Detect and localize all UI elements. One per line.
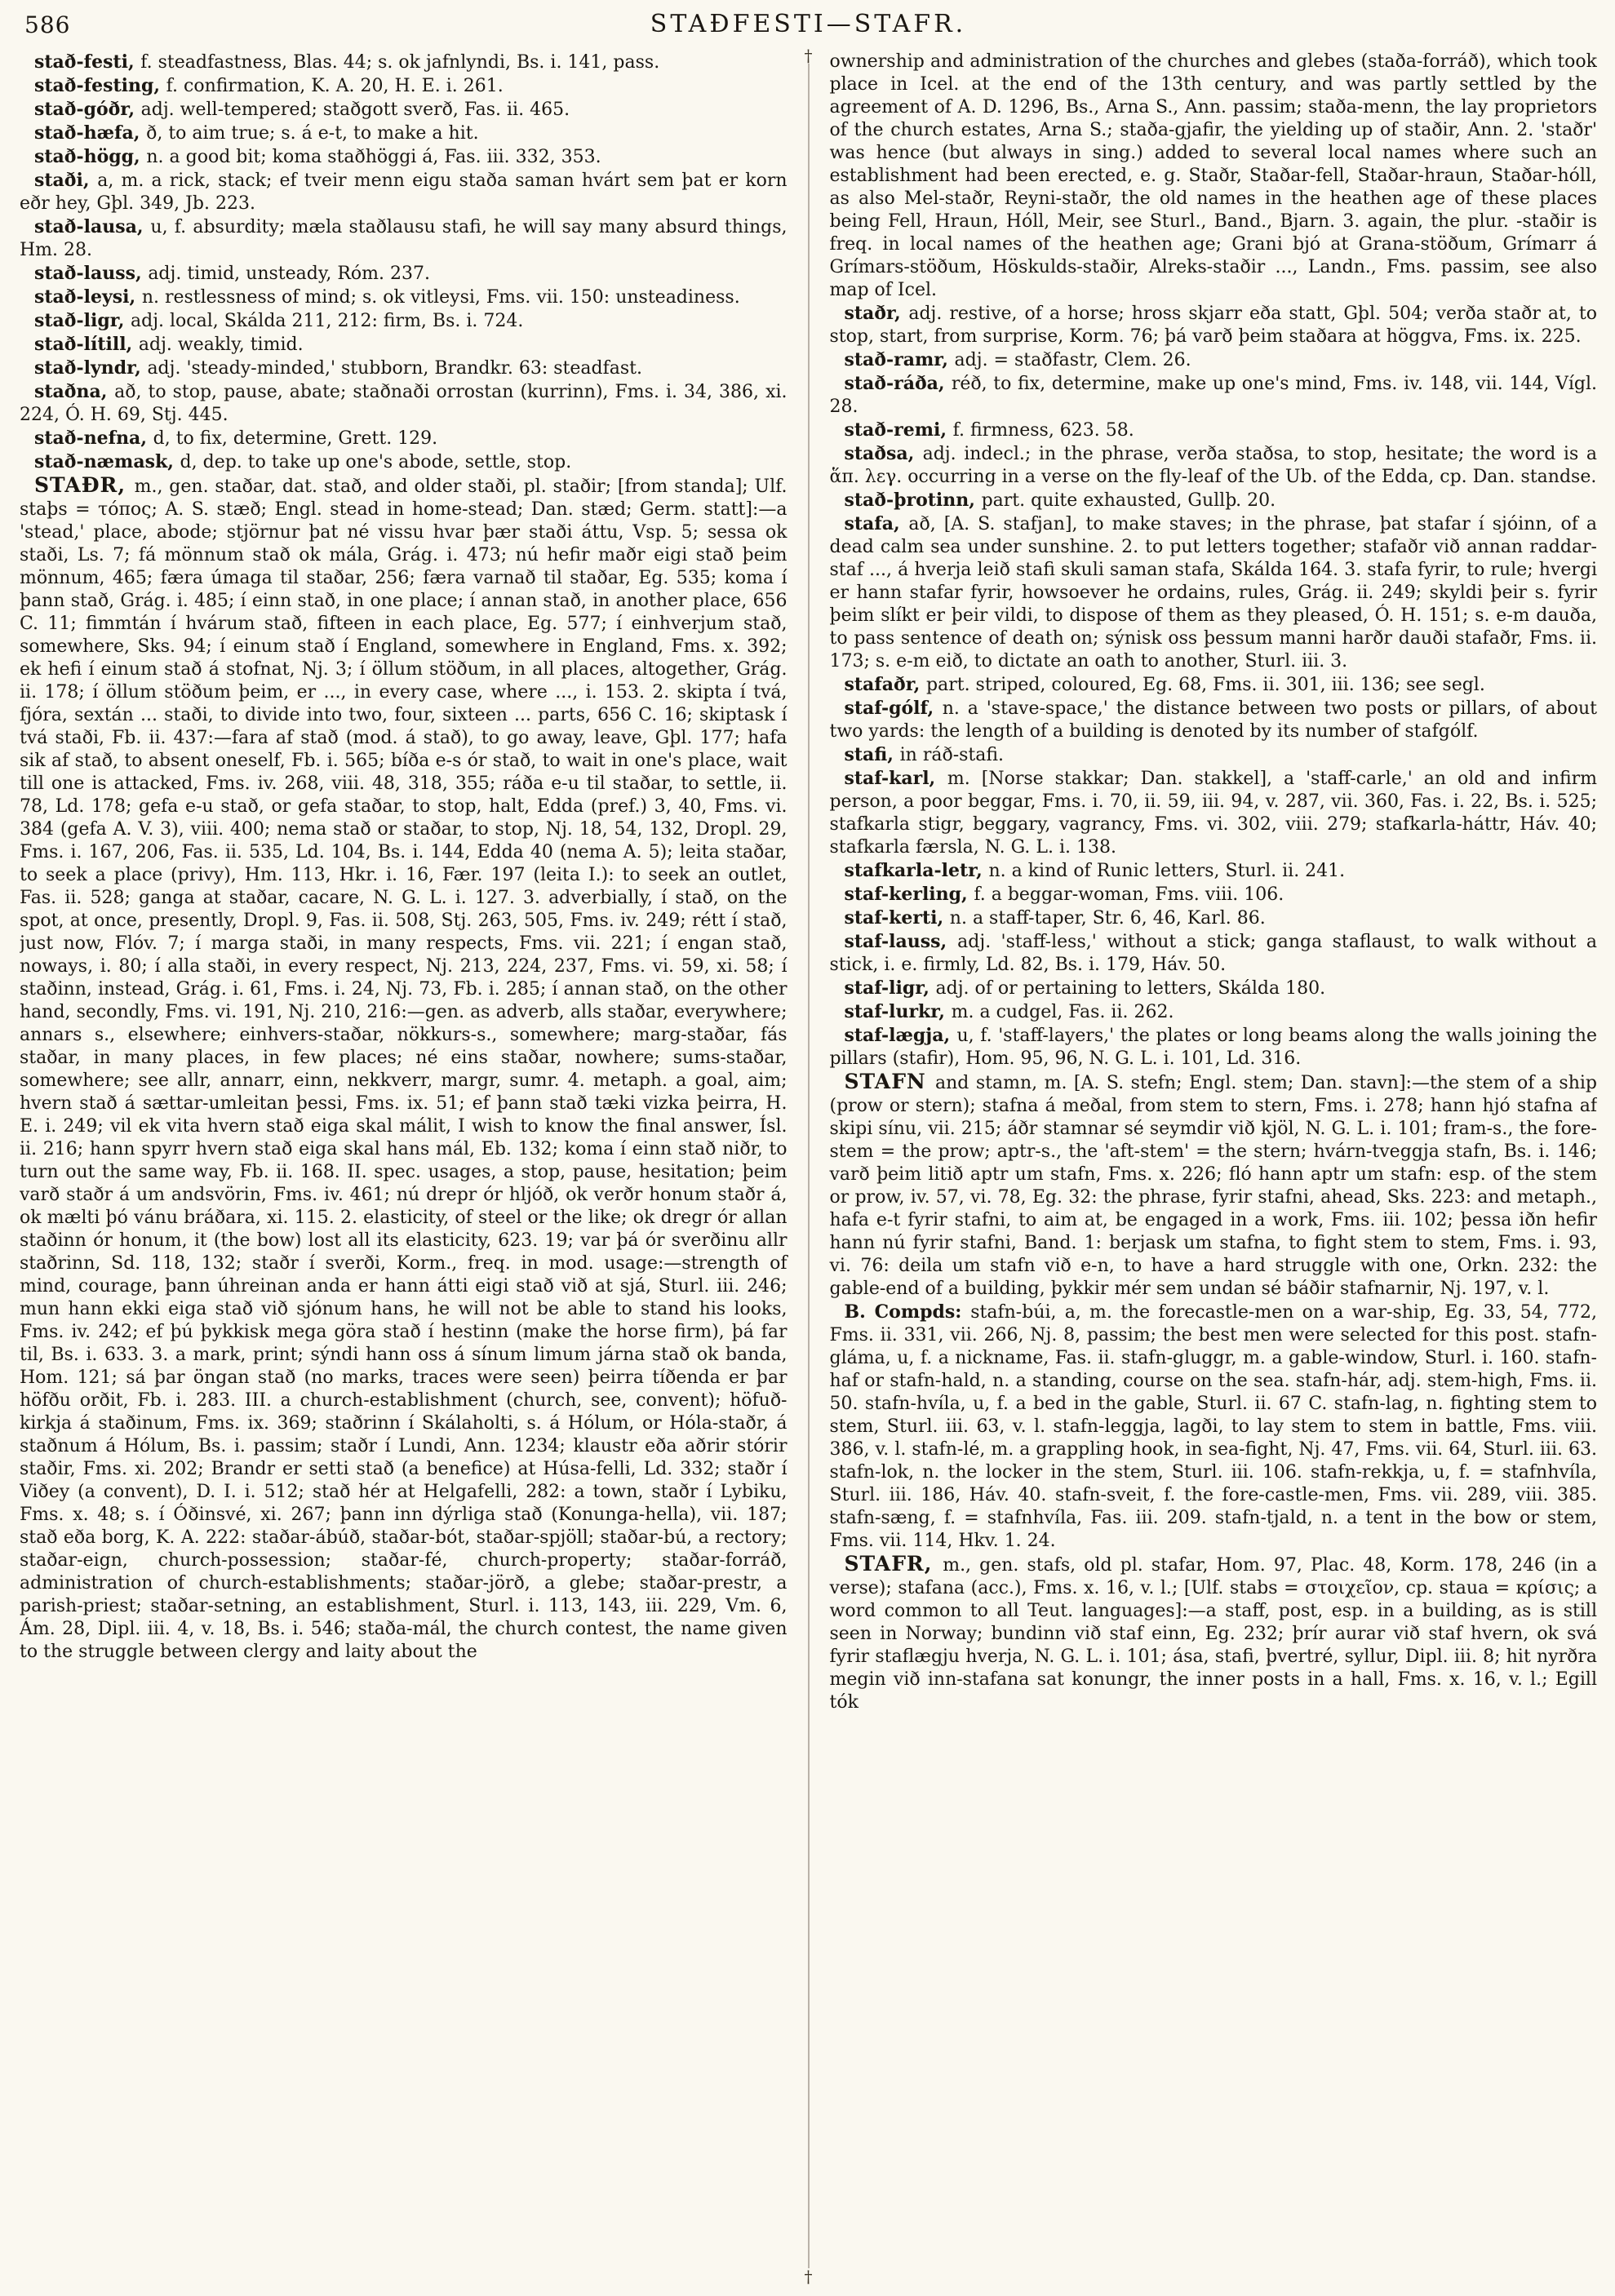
headword: staðsa, [844,443,923,464]
dictionary-entry: stað-næmask, d, dep. to take up one's abode, settle, stop. [34,451,572,472]
headword: stað-lauss, [34,263,149,284]
headword: stað-remi, [844,419,953,441]
dictionary-entry: stað-ligr, adj. local, Skálda 211, 212: firm, Bs. i. 724. [34,310,524,331]
headword: stað-góðr, [34,99,141,120]
headword: stað-festing, [34,75,166,96]
dictionary-entry: stað-þrotinn, part. quite exhausted, Gullþ. 20. [844,490,1276,511]
dictionary-entry: stað-festing, f. confirmation, K. A. 20, H. E. i. 261. [34,75,504,96]
headword: staf-kerling, [844,884,974,905]
dictionary-entry: stað-leysi, n. restlessness of mind; s. ok vitleysi, Fms. vii. 150: unsteadiness. [34,286,740,308]
dictionary-entry: stað-festi, f. steadfastness, Blas. 44; s. ok jafnlyndi, Bs. i. 141, pass. [34,51,660,73]
dictionary-entry: staðna, að, to stop, pause, abate; staðnaði orrostan (kurrinn), Fms. i. 34, 386, xi. 224, Ó. H. 69, Stj. 445. [20,381,788,425]
left-column [20,51,809,2281]
dictionary-entry: stað-ramr, adj. = staðfastr, Clem. 26. [844,349,1191,370]
entry-continuation: ownership and administration of the churches and glebes (staða-forráð), which took place in Icel. at the end of the 13th century, and was partly settled by the agreement of A. D. 1296, Bs., Arna S., Ann. passim; staða-menn, the lay proprietors of the church estates, Arna S.; staða-gjafir, the yielding up of staðir, Ann. 2. 'staðr' was hence (but always in sing.) added to several local names where such an establishment had been erected, e. g. Staðr, Staðar-fell, Staðar-hraun, Staðar-hóll, as also Mel-staðr, Reyni-staðr, the old names in the heathen age of these places being Fell, Hraun, Hóll, Meir, see Sturl., Band., Bjarn. 3. again, the plur. -staðir is freq. in local names of the heathen age; Grani bjó at Grana-stöðum, Grímarr á Grímars-stöðum, Höskulds-staðir, Alreks-staðir ..., Landn., Fms. passim, see also map of Icel. [829,51,1597,300]
headword: staðr, [844,303,909,324]
headword: STAFR, [844,1552,943,1576]
dictionary-entry: stafa, að, [A. S. stafjan], to make staves; in the phrase, þat stafar í sjóinn, of a dead calm sea under sunshine. 2. to put letters together; stafaðr við annan raddar-staf ..., á hverja leið stafi skuli saman stafa, Skálda 164. 3. stafa fyrir, to rule; hvergi er hann stafar fyrir, howsoever he ordains, rules, Grág. ii. 249; skyldi þeir s. fyrir þeim slíkt er þeir vildi, to dispose of them as they pleased, Ó. H. 151; s. e-m dauða, to pass sentence of death on; sýnisk oss þessum manni harðr dauði stafaðr, Fms. ii. 173; s. e-m eið, to dictate an oath to another, Sturl. iii. 3. [829,513,1597,672]
dictionary-entry: staf-ligr, adj. of or pertaining to letters, Skálda 180. [844,977,1326,999]
headword: stafi, [844,744,900,765]
headword: STAFN [844,1070,935,1093]
page-header [20,10,1597,51]
dictionary-entry: stað-hæfa, ð, to aim true; s. á e-t, to make a hit. [34,122,479,144]
dagger-icon: † [804,2267,813,2286]
headword: staði, [34,170,98,191]
page-content [20,46,1597,2286]
dictionary-entry: staf-kerti, n. a staff-taper, Str. 6, 46, Karl. 86. [844,907,1266,929]
dictionary-entry: stað-lyndr, adj. 'steady-minded,' stubborn, Brandkr. 63: steadfast. [34,357,642,379]
headword: stað-leysi, [34,286,142,308]
headword: stað-þrotinn, [844,490,982,511]
dictionary-entry: staðr, adj. restive, of a horse; hross skjarr eða statt, Gþl. 504; verða staðr at, to stop, start, from surprise, Korm. 76; þá varð þeim staðara at höggva, Fms. ix. 225. [829,303,1597,347]
headword: stafkarla-letr, [844,860,989,881]
dictionary-entry: stað-lausa, u, f. absurdity; mæla staðlausu stafi, he will say many absurd things, Hm. 28. [20,216,788,260]
dictionary-entry: staf-kerling, f. a beggar-woman, Fms. viii. 106. [844,884,1284,905]
dictionary-entry: stað-högg, n. a good bit; koma staðhöggi á, Fas. iii. 332, 353. [34,146,601,167]
headword: stað-lítill, [34,334,139,355]
headword: stað-festi, [34,51,141,73]
dictionary-entry: staf-lauss, adj. 'staff-less,' without a stick; ganga staflaust, to walk without a stick, i. e. firmly, Ld. 82, Bs. i. 179, Háv. 50. [829,931,1597,975]
dictionary-entry: staf-lægja, u, f. 'staff-layers,' the plates or long beams along the walls joining the pillars (stafir), Hom. 95, 96, N. G. L. i. 101, Ld. 316. [829,1025,1597,1069]
page-number: 586 [24,11,71,38]
headword: stafaðr, [844,674,927,695]
dictionary-entry: B. Compds: stafn-búi, a, m. the forecastle-men on a war-ship, Eg. 33, 54, 772, Fms. ii. 331, vii. 266, Nj. 8, passim; the best men were selected for this post. stafn-gláma, u, f. a nickname, Fas. ii. stafn-gluggr, m. a gable-window, Sturl. i. 160. stafn-haf or stafn-hald, n. a standing, course on the sea. stafn-hár, adj. stem-high, Fms. ii. 50. stafn-hvíla, u, f. a bed in the gable, Sturl. ii. 67 C. stafn-lag, n. fighting stem to stem, Sturl. iii. 63, v. l. stafn-leggja, lagði, to lay stem to stem in battle, Fms. viii. 386, v. l. stafn-lé, m. a grappling hook, in sea-fight, Nj. 47, Fms. vii. 64, Sturl. iii. 63. stafn-lok, n. the locker in the stem, Sturl. iii. 106. stafn-rekkja, u, f. = stafnhvíla, Sturl. iii. 186, Háv. 40. stafn-sveit, f. the fore-castle-men, Fms. vii. 289, viii. 385. stafn-sæng, f. = stafnhvíla, Fas. iii. 209. stafn-tjald, n. a tent in the bow or stem, Fms. vii. 114, Hkv. 1. 24. [829,1301,1597,1551]
dictionary-entry: stað-lítill, adj. weakly, timid. [34,334,304,355]
headword: staðna, [34,381,115,402]
dictionary-entry: staf-lurkr, m. a cudgel, Fas. ii. 262. [844,1001,1174,1022]
dictionary-entry: stafi, in ráð-stafi. [844,744,1005,765]
dictionary-entry: stað-góðr, adj. well-tempered; staðgott sverð, Fas. ii. 465. [34,99,570,120]
dictionary-entry: STAFN and stamn, m. [A. S. stefn; Engl. stem; Dan. stavn]:—the stem of a ship (prow or stern); stafna á meðal, from stem to stern, Fms. i. 278; hann hjó stafna af skipi sínu, vii. 215; áðr stamnar sé seymdir við kjöl, N. G. L. i. 101; fram-s., the fore-stem = the prow; aptr-s., the 'aft-stem' = the stern; hvárn-tveggja stafn, Bs. i. 146; varð þeim litið aptr um stafn, Fms. x. 226; fló hann aptr um stafn: esp. of the stem or prow, iv. 57, vi. 78, Eg. 32: the phrase, fyrir stafni, ahead, Sks. 223: and metaph., hafa e-t fyrir stafni, to aim at, be engaged in a work, Fms. iii. 102; þessa iðn hefir hann nú fyrir stafni, Band. 1: berjask um stafna, to fight stem to stem, Fms. i. 93, vi. 76: deila um stafn við e-n, to have a hard struggle with one, Orkn. 232: the gable-end of a building, þykkir mér sem undan sé báðir stafnarnir, Nj. 197, v. l. [829,1070,1597,1299]
dictionary-entry: STAFR, m., gen. stafs, old pl. stafar, Hom. 97, Plac. 48, Korm. 178, 246 (in a verse); stafana (acc.), Fms. x. 16, v. l.; [Ulf. stabs = στοιχεῖον, cp. staua = κρίσις; a word common to all Teut. languages]:—a staff, post, esp. in a building, as is still seen in Norway; bundinn við staf einn, Eg. 232; þrír aurar við staf hvern, ok svá fyrir staflægju hverja, N. G. L. i. 101; ása, stafi, þvertré, syllur, Dipl. iii. 8; hit nyrðra megin við inn-stafana sat konungr, the inner posts in a hall, Fms. x. 16, v. l.; Egill tók [829,1552,1597,1713]
right-column [809,51,1598,2281]
column-divider-rule [804,46,813,2286]
headword: stað-ramr, [844,349,955,370]
headword: staf-karl, [844,768,947,789]
dictionary-entry: staf-karl, m. [Norse stakkar; Dan. stakkel], a 'staff-carle,' an old and infirm person, a poor beggar, Fms. i. 70, ii. 59, iii. 94, v. 287, vii. 360, Fas. i. 22, Bs. i. 525; stafkarla stigr, beggary, vagrancy, Fms. vi. 302, viii. 279; stafkarla-háttr, Háv. 40; stafkarla færsla, N. G. L. i. 138. [829,768,1597,858]
headword: staf-ligr, [844,977,936,999]
headword: stað-högg, [34,146,147,167]
headword: STAÐR, [34,473,135,497]
headword: B. Compds: [844,1301,971,1323]
dictionary-entry: staðsa, adj. indecl.; in the phrase, verða staðsa, to stop, hesitate; the word is a ἅπ. λεγ. occurring in a verse on the fly-leaf of the Ub. of the Edda, cp. Dan. standse. [829,443,1597,487]
headword: stafa, [844,513,909,534]
dictionary-entry: stað-remi, f. firmness, 623. 58. [844,419,1134,441]
headword: staf-lægja, [844,1025,957,1046]
headword: stað-ráða, [844,373,952,394]
dictionary-entry: staf-gólf, n. a 'stave-space,' the distance between two posts or pillars, of about two yards: the length of a building is denoted by its number of stafgólf. [829,698,1597,742]
headword: staf-lauss, [844,931,958,952]
headword: stað-lausa, [34,216,151,237]
dictionary-entry: stað-nefna, d, to fix, determine, Grett. 129. [34,428,438,449]
headword: stað-lyndr, [34,357,148,379]
running-title: STAÐFESTI—STAFR. [650,10,967,38]
headword: stað-ligr, [34,310,131,331]
dagger-icon: † [804,46,813,65]
headword: staf-gólf, [844,698,943,719]
headword: staf-kerti, [844,907,950,929]
headword: stað-nefna, [34,428,153,449]
dictionary-entry: stað-lauss, adj. timid, unsteady, Róm. 237. [34,263,430,284]
dictionary-entry: stað-ráða, réð, to fix, determine, make up one's mind, Fms. iv. 148, vii. 144, Vígl. 28. [829,373,1597,417]
dictionary-entry: stafaðr, part. striped, coloured, Eg. 68, Fms. ii. 301, iii. 136; see segl. [844,674,1485,695]
dictionary-entry: staði, a, m. a rick, stack; ef tveir menn eigu staða saman hvárt sem þat er korn eðr hey, Gþl. 349, Jb. 223. [20,170,788,214]
headword: stað-næmask, [34,451,180,472]
headword: stað-hæfa, [34,122,147,144]
dictionary-entry: stafkarla-letr, n. a kind of Runic letters, Sturl. ii. 241. [844,860,1346,881]
dictionary-entry: STAÐR, m., gen. staðar, dat. stað, and older staði, pl. staðir; [from standa]; Ulf. staþs = τόπος; A. S. stæð; Engl. stead in home-stead; Dan. stæd; Germ. statt]:—a 'stead,' place, abode; stjörnur þat né vissu hvar þær staði áttu, Vsp. 5; sessa ok staði, Ls. 7; fá mönnum stað ok mála, Grág. i. 473; nú hefir maðr eigi stað þeim mönnum, 465; færa úmaga til staðar, 256; færa varnað til staðar, Eg. 535; koma í þann stað, Grág. i. 485; í einn stað, in one place; í annan stað, in another place, 656 C. 11; fimmtán í hvárum stað, fifteen in each place, Eg. 577; í einhverjum stað, somewhere, Sks. 94; í einum stað í England, somewhere in England, Fms. x. 392; ek hefi í einum stað á stofnat, Nj. 3; í öllum stöðum, in all places, altogether, Grág. ii. 178; í öllum stöðum þeim, er ..., in every case, where ..., i. 153. 2. skipta í tvá, fjóra, sextán ... staði, to divide into two, four, sixteen ... parts, 656 C. 16; skiptask í tvá staði, Fb. ii. 437:—fara af stað (mod. á stað), to go away, leave, Gþl. 177; hafa sik af stað, to absent oneself, Fb. i. 565; bíða e-s ór stað, to wait in one's place, wait till one is attacked, Fms. iv. 268, viii. 48, 318, 355; ráða e-u til staðar, to settle, ii. 78, Ld. 178; gefa e-u stað, or gefa staðar, to stop, halt, Edda (pref.) 3, 40, Fms. vi. 384 (gefa A. V. 3), viii. 400; nema stað or staðar, to stop, Nj. 18, 54, 132, Dropl. 29, Fms. i. 167, 206, Fas. ii. 535, Ld. 104, Bs. i. 144, Edda 40 (nema A. 5); leita staðar, to seek a place (privy), Hm. 113, Hkr. i. 16, Fær. 197 (leita I.): to seek an outlet, Fas. ii. 528; ganga at staðar, cacare, N. G. L. i. 127. 3. adverbially, í stað, on the spot, at once, presently, Dropl. 9, Fas. ii. 508, Stj. 263, 505, Fms. iv. 249; rétt í stað, just now, Flóv. 7; í marga staði, in many respects, Fms. vii. 221; í engan stað, noways, i. 80; í alla staði, in every respect, Nj. 213, 224, 237, Fms. vi. 59, xi. 58; í staðinn, instead, Grág. i. 61, Fms. i. 24, Nj. 73, Fb. i. 285; í annan stað, on the other hand, secondly, Fms. vi. 191, Nj. 210, 216:—gen. as adverb, alls staðar, everywhere; annars s., elsewhere; einhvers-staðar, nökkurs-s., somewhere; marg-staðar, fás staðar, in many places, in few places; né eins staðar, nowhere; sums-staðar, somewhere; see allr, annarr, einn, nekkverr, margr, sumr. 4. metaph. a goal, aim; hvern stað á sættar-umleitan þessi, Fms. ix. 51; ef þann stað tæki vizka þeirra, H. E. i. 249; vil ek vita hvern stað eiga skal málit, I wish to know the final answer, Ísl. ii. 216; hann spyrr hvern stað eiga skal hans mál, Eb. 132; koma í einn stað niðr, to turn out the same way, Fb. ii. 168. II. spec. usages, a stop, pause, hesitation; þeim varð staðr á um andsvörin, Fms. iv. 461; nú drepr ór hljóð, ok verðr honum staðr á, ok mælti þó vánu bráðara, xi. 115. 2. elasticity, of steel or the like; ok dregr ór allan staðinn ór honum, it (the bow) lost all its elasticity, 623. 19; var þá ór sverðinu allr staðrinn, Sd. 118, 132; staðr í sverði, Korm., freq. in mod. usage:—strength of mind, courage, þann úhreinan anda er hann átti eigi stað við at sjá, Sturl. iii. 246; mun hann ekki eiga stað við sjónum hans, he will not be able to stand his looks, Fms. iv. 242; ef þú þykkisk mega göra stað í hestinn (make the horse firm), þá far til, Bs. i. 633. 3. a mark, print; sýndi hann oss á sínum limum járna stað ok banda, Hom. 121; sá þar öngan stað (no marks, traces were seen) þeirra tíðenda er þar höfðu orðit, Fb. i. 283. III. a church-establishment (church, see, convent); höfuð-kirkja á staðinum, Fms. ix. 369; staðrinn í Skálaholti, s. á Hólum, or Hóla-staðr, á staðnum á Hólum, Bs. i. passim; staðr í Lundi, Ann. 1234; klaustr eða aðrir stórir staðir, Fms. xi. 202; Brandr er setti stað (a benefice) at Húsa-felli, Ld. 332; staðr í Viðey (a convent), D. I. i. 512; stað hér at Helgafelli, 282: a town, staðr í Lybiku, Fms. x. 48; s. í Óðinsvé, xi. 267; þann inn dýrliga stað (Konunga-hella), vii. 187; stað eða borg, K. A. 222: staðar-ábúð, staðar-bót, staðar-spjöll; staðar-bú, a rectory; staðar-eign, church-possession; staðar-fé, church-property; staðar-forráð, administration of church-establishments; staðar-jörð, a glebe; staðar-prestr, a parish-priest; staðar-setning, an establishment, Sturl. i. 113, 143, iii. 229, Vm. 6, Ám. 28, Dipl. iii. 4, v. 18, Bs. i. 546; staða-mál, the church contest, the name given to the struggle between clergy and laity about the [20,473,788,1662]
headword: staf-lurkr, [844,1001,952,1022]
